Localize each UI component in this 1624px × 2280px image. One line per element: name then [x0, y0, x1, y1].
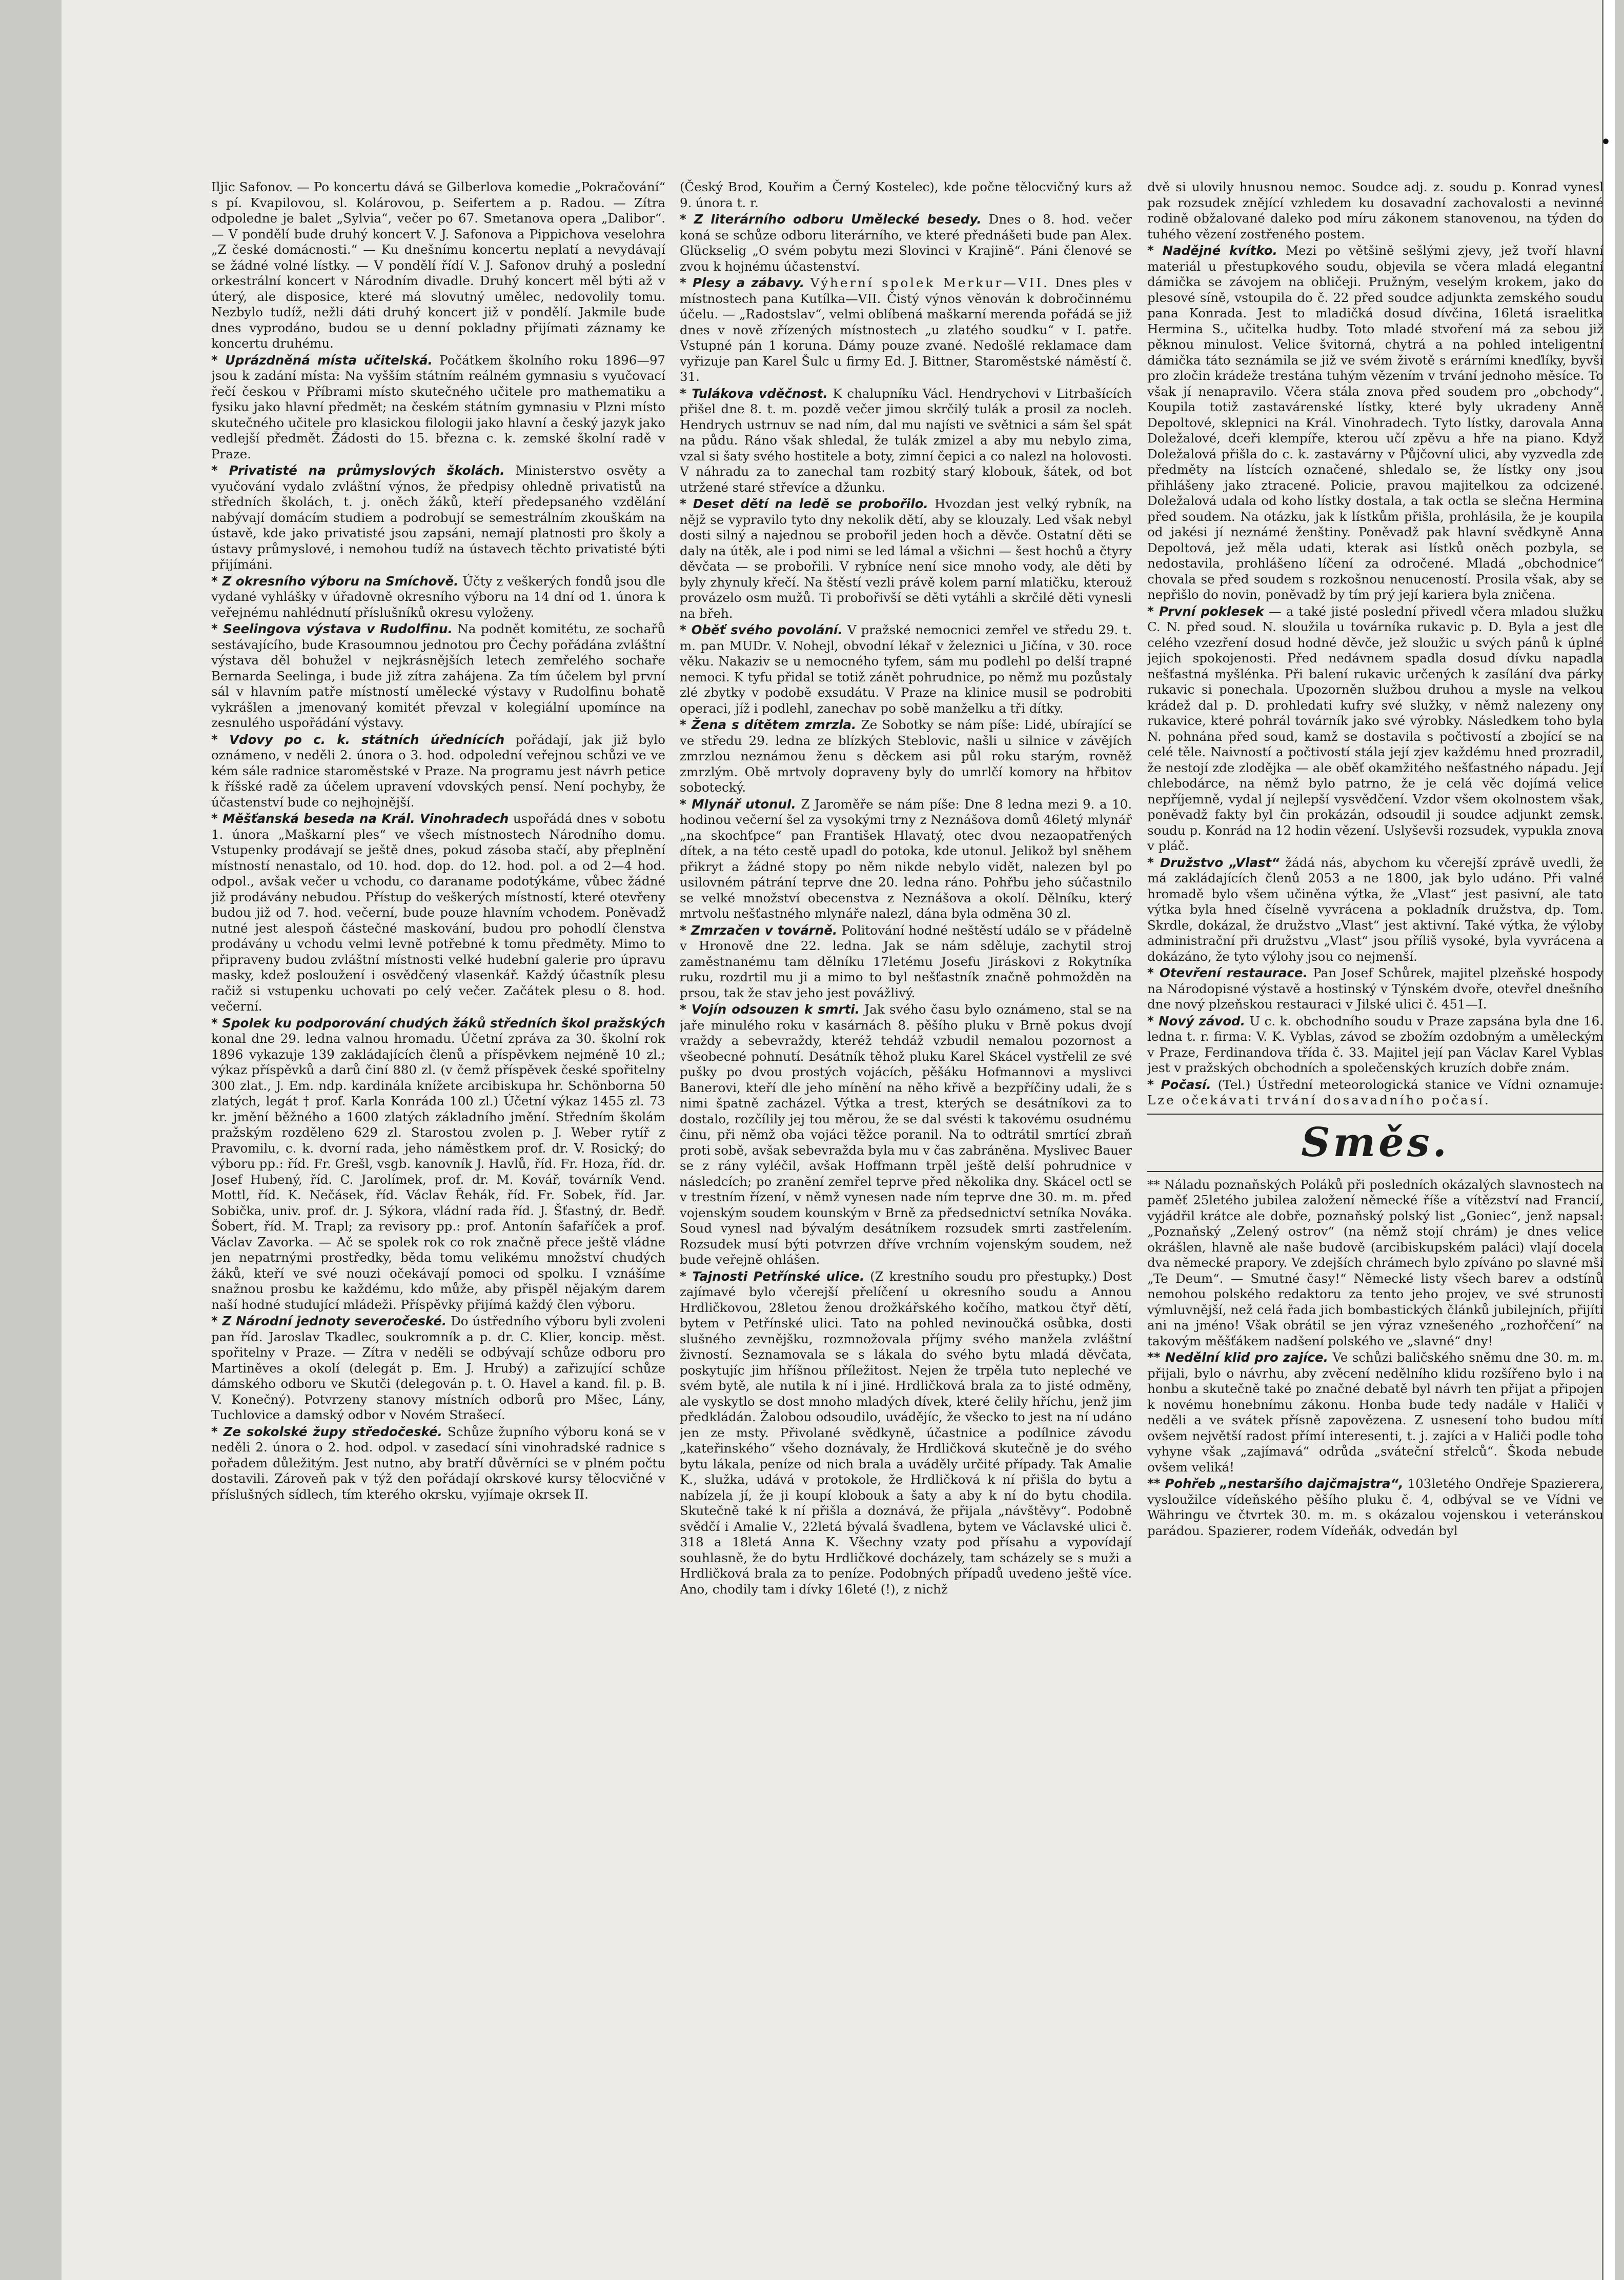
article-subheading: Výherní spolek Merkur—VII.	[810, 275, 1049, 290]
article-heading: * Deset dětí na ledě se probořilo.	[680, 496, 928, 511]
article-body: Pan Josef Schůrek, majitel plzeňské hospody na Národopisné výstavě a hostinský v Týnském dvoře, otevřel dnešního dne nový plzeňskou restauraci v Jilské ulici č. 451—I.	[1147, 965, 1603, 1012]
article-heading: * Seelingova výstava v Rudolfinu.	[211, 621, 453, 636]
article-body: 103letého Ondřeje Spazierera, vysloužilce vídeňského pěšího pluku č. 4, odbýval se ve Vídni ve Währingu ve čtvrtek 30. m. m. s okázalou vojenskou i veteránskou parádou. Spazierer, rodem Vídeňák, odvedán byl	[1147, 1476, 1603, 1538]
section-divider	[1147, 1114, 1603, 1115]
article-body: Dnes ples v místnostech pana Kutílka—VII. Čistý výnos věnován k dobročinnému účelu. — „Radostslav“, velmi oblíbená maškarní merenda pořádá se již dnes v nově zřízených místnostech „u zlatého soudku“ v I. patře. Vstupné pán 1 koruna. Dámy pouze zvané. Nedošlé reklamace dam vyřizuje pan Karel Šulc u firmy Ed. J. Bittner, Staroměstské náměstí č. 31.	[680, 275, 1132, 384]
article-heading: * První poklesek	[1147, 603, 1264, 619]
article-body: Hvozdan jest velký rybník, na nějž se vypravilo tyto dny nekolik dětí, aby se klouzaly. Led však nebyl dosti silný a najednou se probořil jeden hoch a děvče. Ostatní děti se daly na útěk, ale i pod nimi se led lámal a všichni — šest hochů a čtyry děvčata — se probořili. V rybníce není sice mnoho vody, ale děti by byly zhynuly křečí. Na štěstí vezli právě kolem parní mlatičku, kterouž provázelo osm mužů. Ti probořivší se děti vytáhli a skrčilé děti vynesli na břeh.	[680, 496, 1132, 621]
column-3	[1147, 179, 1603, 2179]
article-heading: * Z Národní jednoty severočeské.	[211, 1314, 447, 1328]
article	[680, 923, 1132, 1001]
article	[211, 732, 665, 811]
article-body: U c. k. obchodního soudu v Praze zapsána byla dne 16. ledna t. r. firma: V. K. Vyblas, závod se zbožím ozdobným a uměleckým v Praze, Ferdinandova třída č. 33. Majitel její pan Václav Karel Vyblas jest v pražských obchodních a společenských kruzích dobře znám.	[1147, 1013, 1603, 1075]
article	[680, 496, 1132, 621]
article	[680, 386, 1132, 496]
article-heading: * Zmrzačen v továrně.	[680, 922, 838, 938]
article-body: Do ústředního výboru byli zvoleni pan říd. Jaroslav Tkadlec, soukromník a p. dr. C. Klier, koncip. měst. spořitelny v Praze. — Zítra v neděli se odbývají schůze odboru pro Martiněves a okolí (delegát p. Em. J. Hrubý) a zařizující schůze dámského odboru ve Skutči (delegován p. t. O. Havel a kand. fil. p. B. V. Konečný). Potvrzeny stanovy místních odborů pro Mšec, Lány, Tuchlovice a damský odbor v Novém Strašecí.	[211, 1314, 665, 1422]
section-title: Směs.	[1301, 1119, 1450, 1166]
article-heading: * Z literárního odboru Umělecké besedy.	[680, 212, 982, 227]
article-body: Mezi po většině sešlými zjevy, jež tvoří hlavní materiál u přestupkového soudu, objevila se včera mladá elegantní dámička se závojem na obličeji. Pružným, veselým krokem, jako do plesové síně, vstoupila do č. 22 před soudce adjunkta zemského soudu pana Konrada. Jest to mladičká dosud dívčina, 16letá israelitka Hermina S., učitelka hudby. Toto mladé stvoření má za sebou již pěknou minulost. Velice švitorná, chytrá a na pohled inteligentní dámička táto seznámila se již ve svém životě s erárními kneďlíky, byvši pro zločin krádeže trestána tuhým vězením v trvání jednoho měsíce. To však jí nenapravilo. Včera stála znova před soudem pro „obchody“. Koupila totiž zastavárenské lístky, které byly ukradeny Anně Depoltové, sklepnici na Král. Vinohradech. Tyto lístky, darovala Anna Doležalové, dceři klempíře, kterou učí zpěvu a hře na piano. Když Doležalová přišla do c. k. zastavárny v Půjčovní ulici, aby vyzvedla zde předměty na lístcích označené, shledalo se, že lístky ony jsou přihlášeny jako ztracené. Policie, pravou majitelkou za odcizené. Doležalová udala od koho lístky dostala, a tak octla se slečna Hermina před soudem. Na otázku, jak k lístkům přišla, prohlásila, že je koupila od jakési jí neznámé ženštiny. Poněvadž pak hlavní svědkyně Anna Depoltová, jež měla udati, kterak asi lístků oněch pozbyla, se nedostavila, prohlášeno líčení za odročené. Mladá „obchodnice“ chovala se před soudem s rozkošnou nenuceností. Prosila však, aby se nepřišlo do novin, poněvadž by tím prý její kariera byla zničena.	[1147, 243, 1603, 602]
article-heading: ** Pohřeb „nestaršího dajčmajstra“,	[1147, 1476, 1404, 1491]
article	[1147, 604, 1603, 854]
article-heading: * Otevření restaurace.	[1147, 965, 1308, 980]
article-heading: * Družstvo „Vlast“	[1147, 855, 1280, 870]
article	[680, 622, 1132, 716]
article	[680, 212, 1132, 274]
article	[680, 717, 1132, 796]
article	[1147, 1014, 1603, 1076]
article	[211, 1314, 665, 1423]
article-heading: * Oběť svého povolání.	[680, 622, 843, 637]
article-heading: * Nový závod.	[1147, 1013, 1245, 1028]
article-heading: * Ze sokolské župy středočeské.	[211, 1424, 442, 1439]
article-body: (Z krestního soudu pro přestupky.) Dost zajímavé bylo včerejší přelíčení u okresního soudu a Annou Hrdličkovou, 28letou ženou drožkářského kočího, matkou čtyř dětí, bytem v Petřínské ulici. Tato na pohled nevinoučká osůbka, dosti slušného zevnějšku, rozmnožovala příjmy svého manžela zvláštní živností. Seznamovala se s lákala do svého bytu mladá děvčata, poskytujíc jim hříšnou příležitost. Nejen že trpěla tuto nepleché ve svém bytě, ale nutila k ní i jiné. Hrdličková brala za to jisté odměny, ale vyskytlo se dost mnoho mladých dívek, které čelily hříchu, jenž jim předkládán. Žalobou odsoudilo, uvádějíc, že všecko to jest na ní udáno jen ze msty. Přivolané svědkyně, účastnice a podílnice závodu „kateřinského“ všeho doznávaly, že Hrdličková skutečně je do svého bytu lákala, peníze od nich brala a uváděly určité případy. Tak Amalie K., služka, udává v protokole, že Hrdličková k ní přišla do bytu a nabízela jí, že ji koupí klobouk a šaty a aby k ní do bytu chodila. Skutečně také k ní přišla a doznává, že přijala „návštěvy“. Podobně svědčí i Amalie V., 22letá bývalá švadlena, bytem ve Václavské ulici č. 318 a 18letá Anna K. Všechny vzaty pod přísahu a vypovídají souhlasně, že do bytu Hrdličkové docházely, tam scházely se s muži a Hrdličková brala za to peníze. Podobných případů uvedeno ještě více. Ano, chodily tam i dívky 16leté (!), z nichž	[680, 1268, 1132, 1597]
article-heading: * Tajnosti Petřínské ulice.	[680, 1268, 865, 1284]
article-body: Politování hodné neštěstí událo se v přádelně v Hronově dne 22. ledna. Jak se nám sděluje, zachytil stroj zaměstnanému tam dělníku 17letému Josefu Jiráskovi z Rokytníka ruku, rozdrtil mu ji a mimo to byl nešťastník značně pohmožděn na prsou, tak že stav jeho jest povážlivý.	[680, 922, 1132, 1000]
article-body: V pražské nemocnici zemřel ve středu 29. t. m. pan MUDr. V. Nohejl, obvodní lékař v železnici u Jičína, v 30. roce věku. Nakaziv se u nemocného tyfem, sám mu podlehl po delší trapné nemoci. K tyfu přidal se totiž zánět pohrudnice, po němž mu pozůstaly zlé zbytky v podobě exsudátu. V Praze na klinice musil se podrobiti operaci, jíž i podlehl, zanechav po sobě manželku a tři dítky.	[680, 622, 1132, 716]
article	[1147, 1350, 1603, 1475]
article-paragraph: ** Náladu poznaňských Poláků při posledních okázalých slavnostech na paměť 25letého jubilea založení německé říše a vítězství nad Francií, vyjádřil krátce ale dobře, poznaňský polský list „Goniec“, jenž napsal: „Poznaňský „Zelený ostrov“ (na němž stojí chrám) je dnes velice okrášlen, hlavně ale naše budově (arcibiskupském paláci) vlají docela dva německé prapory. Ve zdejších chrámech bylo zpíváno po slavné mši „Te Deum“. — Smutné časy!“ Německé listy všech barev a odstínů nemohou polského redaktoru za tento jeho projev, ve své strunosti výmluvnější, než celá řada jich bombastických článků jubilejních, přijíti ani na jméno! Však obrátil se jen výraz vznešeného „rozhořčení“ na takovým měšťákem nadšení polského ve „slavné“ dny!	[1147, 1177, 1603, 1348]
article	[211, 1016, 665, 1313]
article-body: K chalupníku Václ. Hendrychovi v Litrbašících přišel dne 8. t. m. pozdě večer jimou skrčilý tulák a prosil za nocleh. Hendrych ustrnuv se nad ním, dal mu najísti ve světnici a sám šel spát na půdu. Ráno však shledal, že tulák zmizel a aby mu nebylo zima, vzal si šaty svého hostitele a boty, zimní čepici a co nalezl na holovosti. V náhradu za to zanechal tam rozbitý starý klobouk, šátek, od bot utržené staré střevíce a džunku.	[680, 386, 1132, 495]
article	[680, 1269, 1132, 1598]
article-heading: * Vojín odsouzen k smrti.	[680, 1002, 860, 1017]
article-paragraph: (Český Brod, Kouřim a Černý Kostelec), kde počne tělocvičný kurs až 9. února t. r.	[680, 179, 1132, 210]
article	[211, 811, 665, 1015]
article-body: pořádají, jak již bylo oznámeno, v neděli 2. února o 3. hod. odpolední veřejnou schůzi ve ve kém sále radnice staroměstské v Praze. Na programu jest návrh petice k říšské radě za účelem upravení vdovských pensí. Není pochyby, že účastenství bude co nejhojnější.	[211, 732, 665, 810]
article-heading: * Měšťanská beseda na Král. Vinohradech	[211, 811, 509, 826]
article	[1147, 1077, 1603, 1108]
article	[680, 1002, 1132, 1268]
article	[1147, 1476, 1603, 1539]
article-heading: * Žena s dítětem zmrzla.	[680, 717, 857, 732]
article-heading: * Nadějné kvítko.	[1147, 243, 1277, 258]
article-heading: ** Nedělní klid pro zajíce.	[1147, 1350, 1328, 1365]
article-heading: * Spolek ku podporování chudých žáků středních škol pražských	[211, 1015, 665, 1031]
article-body: (Tel.) Ústřední meteorologická stanice ve Vídni oznamuje:	[1217, 1077, 1603, 1092]
edge-mark: •	[1600, 133, 1611, 151]
article-body: Dnes o 8. hod. večer koná se schůze odboru literárního, ve které přednášeti bude pan Alex. Glückselig „O svém pobytu mezi Slovinci v Krajině“. Páni členové se zvou k hojnému účastenství.	[680, 212, 1132, 274]
article-heading: * Privatisté na průmyslových školách.	[211, 463, 505, 478]
article	[211, 621, 665, 731]
article-body: Ve schůzi baličského sněmu dne 30. m. m. přijali, bylo o návrhu, aby zvěcení nedělního klidu rozšířeno bylo i na honbu a skutečně také po značné debatě byl návrh ten přijat a připojen k novému honebnímu zákonu. Honba bude tedy nadále v Haliči v neděli a ve svátek přísně zapovězena. Z usnesení toho budou mítí ovšem největší radost přímí interesenti, t. j. zajíci a v Haliči podle toho vyhyne však „zajímavá“ odrůda „sváteční střelců“. Škoda nebude ovšem veliká!	[1147, 1350, 1603, 1475]
weather-forecast: Lze očekávati trvání dosavadního počasí.	[1147, 1093, 1491, 1107]
article-body: Ministerstvo osvěty a vyučování vydalo zvláštní výnos, že předpisy ohledně privatistů na středních školách, t. j. oněch žáků, kteří předepsaného vzdělání nabývají domácím studiem a podrobují se semestrálním zkouškám na ústavě, kde jako privatisté jsou zapsáni, nemají platnosti pro školy a ústavy průmyslové, i nemohou tudíž na ústavech těchto privatisté býti přijímáni.	[211, 463, 665, 572]
article	[1147, 855, 1603, 965]
article-heading: * Uprázdněná místa učitelská.	[211, 352, 433, 368]
article-body: Na podnět komitétu, ze sochařů sestávajícího, bude Krasoumnou jednotou pro Čechy pořádána zvláštní výstava děl bohužel v nejkrásnějších letech zemřelého sochaře Bernarda Seelinga, i bude již zítra zahájena. Za tím účelem byl první sál v hlavním patře místností umělecké výstavy v Rudolfinu bohatě vykrášlen a jmenovaný komitét převzal v kolegiální upomínce na zesnulého uspořádání výstavy.	[211, 621, 665, 730]
article-heading: * Tulákova vděčnost.	[680, 386, 828, 401]
article-body: Ze Sobotky se nám píše: Lidé, ubírající se ve středu 29. ledna ze blízkých Steblovic, našli u silnice v závějích zmrzlou neznámou ženu s děckem asi půl roku starým, rovněž zmrzlým. Obě mrtvoly dopraveny byly do umrlčí komory na hřbitov sobotecký.	[680, 717, 1132, 795]
article-body: — a také jisté poslední přivedl včera mladou služku C. N. před soud. N. sloužila u továrníka rukavic p. D. Byla a jest dle celého vzezření dosud hodné děvče, jež sloužic u svých pánů k úplné jejich spokojenosti. Před nedávnem spadla dosud dívku napadla nešťastná myšlénka. Při balení rukavic určených k zasílání dva párky rukavic si ponechala. Upozorněn službou druhou a mysle na velkou krádež dal p. D. prohledati kufry své služky, v němž nalezeny ony rukavice, které pohrál továrník jako své výrobky. Následkem toho byla N. pohnána před soud, kamž se dostavila s počtivostí a zbojící se na celé těle. Naivností a počtivostí stála její zjev každému hned prozradil, že nestojí zde zlodějka — ale oběť okamžitého nešťastného nápadu. Její chlebodárce, na němž bylo patrno, že je celá věc dojímá velice nepříjemně, vydal jí nejlepší vysvědčení. Vzdor všem okolnostem však, poněvadž fakty byl čin prokázán, odsoudil ji soudce adjunkt zemsk. soudu p. Konrád na 12 hodin vězení. Uslyševši rozsudek, vypukla znova v pláč.	[1147, 603, 1603, 853]
article-body: Schůze župního výboru koná se v neděli 2. února o 2. hod. odpol. v zasedací síni vinohradské radnice s pořadem důležitým. Jest nutno, aby bratří důvěrníci se v plném počtu dostavili. Zároveň pak v týž den pořádají okrskové kursy tělocvičné v příslušných sídlech, tím kterého okrsku, vyjímaje okrsek II.	[211, 1424, 665, 1502]
article-heading: * Počasí.	[1147, 1077, 1211, 1092]
column-1	[211, 179, 665, 2179]
article-heading: * Mlynář utonul.	[680, 796, 796, 812]
article-heading: * Plesy a zábavy.	[680, 275, 805, 290]
section-divider	[1147, 1171, 1603, 1172]
column-2	[680, 179, 1132, 2179]
article	[211, 574, 665, 621]
article	[1147, 965, 1603, 1013]
article-body: Z Jaroměře se nám píše: Dne 8 ledna mezi 9. a 10. hodinou večerní šel za vysokými trny z Neznášova domů 46letý mlynář „na skochťpce“ pan František Hlavatý, otec dvou nezaopatřených dítek, a na této cestě upadl do potoka, kde utonul. Jelikož byl sněhem přikryt a žádné stopy po něm nikde nebylo vidět, nalezen byl po usilovném pátrání teprve dne 20. ledna ráno. Pohřbu jeho súčastnilo se velké množství obecenstva z Neznášova a okolí. Dělníku, který mrtvolu nešťastného mlynáře nalezl, dána byla odměna 30 zl.	[680, 796, 1132, 921]
article-body: Jak svého času bylo oznámeno, stal se na jaře minulého roku v kasárnách 8. pěšího pluku v Brně pokus dvojí vraždy a sebevraždy, kteréž tehdáž vzbudil nemalou pozornost a všeobecné pohnutí. Desátník těhož pluku Karel Skácel vystřelil ze své pušky po dvou prostých vojácích, pěšáku Hofmannovi a myslivci Banerovi, kteří dle jeho mínění na něho křivě a bezpříčiny udali, že s nimi špatně zacházel. Výtka a trest, kterých se desátníkovi za to dostalo, rozčílily jej tou měrou, že se dal svésti k takovému osudnému činu, při němž oba vojáci těžce poranil. Na to odtrátil smrtící zbraň proti sobě, avšak sebevražda byla mu v čas zabráněna. Myslivec Bauer se z rány vyléčil, avšak Hoffmann trpěl ještě delší pohrudnice v následcích; po zranění zemřel teprve před několika dny. Skácel octl se v trestním řízení, v němž vynesen nade ním teprve dne 30. m. m. před vojenským soudem kounským v Brně za předsednictví setníka Nováka. Soud vynesl nad bývalým desátníkem rozsudek smrti zastřelením. Rozsudek musí býti potvrzen dříve vrchním vojenským soudem, než bude veřejně ohlášen.	[680, 1002, 1132, 1267]
article-body: Účty z veškerých fondů jsou dle vydané vyhlášky v úřadovně okresního výboru na 14 dní od 1. února k veřejnému nahlédnutí příslušníků okresu vyloženy.	[211, 573, 665, 620]
article	[211, 1424, 665, 1503]
article-body: konal dne 29. ledna valnou hromadu. Účetní zpráva za 30. školní rok 1896 vykazuje 139 zakládajících členů a příspěvkem nejméně 10 zl.; výkaz příspěvků a darů činí 880 zl. (v čemž příspěvek české spořitelny 300 zlat., J. Em. ndp. kardinála knížete arcibiskupa hr. Schönborna 50 zlatých, legát † prof. Karla Konráda 100 zl.) Účetní výkaz 1455 zl. 73 kr. jmění běžného a 1600 zlatých základního jmění. Středním školám pražským rozděleno 629 zl. Starostou zvolen p. J. Weber rytíř z Pravomilu, c. k. dvorní rada, jeho náměstkem prof. dr. V. Rosický; do výboru pp.: říd. Fr. Grešl, vsgb. kanovník J. Havlů, říd. Fr. Hoza, říd. dr. Josef Hubený, říd. C. Jarolímek, prof. dr. M. Kovář, továrník Vend. Mottl, říd. K. Nečásek, říd. Václav Řehák, říd. Fr. Sobek, říd. Jar. Sobička, univ. prof. dr. J. Sýkora, vládní rada říd. J. Šťastný, dr. Bedř. Šobert, říd. M. Trapl; za revisory pp.: prof. Antonín šafaříček a prof. Václav Zavorka. — Ač se spolek rok co rok značně přece ještě vládne jen nepatrnými prostředky, běda tomu velikému množství chudých žáků, kteří ve své nouzi očekávají pomoci od spolku. I vznášíme snažnou prosbu ke každému, kdo může, aby přispěl nějakým darem naší hodné studující mládeži. Příspěvky přijímá každý člen výboru.	[211, 1031, 665, 1312]
article	[680, 797, 1132, 922]
article-paragraph: Iljic Safonov. — Po koncertu dává se Gilberlova komedie „Pokračování“ s pí. Kvapilovou, sl. Kolárovou, p. Seifertem a p. Radou. — Zítra odpoledne je balet „Sylvia“, večer po 67. Smetanova opera „Dalibor“. — V pondělí bude druhý koncert V. J. Safonova a Pippichova veselohra „Z české domácnosti.“ — Ku dnešnímu koncertu neplatí a nevydávají se žádné volné lístky. — V pondělí řídí V. J. Safonov druhý a poslední orkestrální koncert v Národním divadle. Druhý koncert měl býti až v úterý, ale disposice, které má slovutný umělec, nedovolily tomu. Nezbylo tudíž, nežli dáti druhý koncert již v pondělí. Jakmile bude dnes vyprodáno, budou se u denní pokladny přijímati záznamy ke koncertu druhému.	[211, 179, 665, 351]
article	[680, 275, 1132, 385]
scan-edge	[1602, 0, 1615, 2280]
article-body: žádá nás, abychom ku včerejší zprávě uvedli, že má zakládajících členů 2053 a ne 1800, jak bylo udáno. Při valné hromadě bylo všem učiněna výtka, že „Vlast“ jest pasivní, ale tato výtka byla hned číselně vyvrácena a pokladník družstva, dp. Tom. Skrdle, dokázal, že družstvo „Vlast“ jest aktivní. Také výtka, že výloby administrační při družstvu „Vlast“ jsou příliš vysoké, byla vyvrácena a dokázáno, že tyto výlohy jsou co nejmenší.	[1147, 855, 1603, 964]
article	[211, 353, 665, 462]
article-heading: * Vdovy po c. k. státních úřednících	[211, 732, 505, 747]
article	[1147, 243, 1603, 603]
article-heading: * Z okresního výboru na Smíchově.	[211, 573, 459, 589]
article-paragraph: dvě si ulovily hnusnou nemoc. Soudce adj. z. soudu p. Konrad vynesl pak rozsudek znějící vzhledem ku dosavadní zachovalosti a nevinné rodině obžalované daleko pod míru zákonem stanovenou, na týden do tuhého vězení zostřeného postem.	[1147, 179, 1603, 241]
article-body: uspořádá dnes v sobotu 1. února „Maškarní ples“ ve všech místnostech Národního domu. Vstupenky prodávají se ještě dnes, pokud zásoba stačí, aby přeplnění místností nenastalo, od 10. hod. dop. do 12. hod. pol. a od 2—4 hod. odpol., avšak večer u vchodu, co daraname podotýkáme, vůbec žádné již prodávány nebudou. Přístup do veškerých místností, které otevřeny budou již od 7. hod. večerní, bude pouze hlavním vchodem. Poněvadž nutné jest alespoň částečné maskování, budou pro pohodlí členstva prodávány u vchodu velmi levně potřebné k tomu předměty. Mimo to připraveny budou zvláštní místnosti velké hudební galerie pro úpravu masky, kdež posloužení i osvědčený vlasenkář. Každý účastník plesu račiž si vstupenku uchovati po celý večer. Začátek plesu o 8. hod. večerní.	[211, 811, 665, 1014]
article-body: Počátkem školního roku 1896—97 jsou k zadání místa: Na vyšším státním reálném gymnasiu s vyučovací řečí českou v Příbrami místo skutečného učitele pro mathematiku a fysiku jako hlavní předmět; na českém státním gymnasiu v Plzni místo skutečného učitele pro klasickou filologii jako hlavní a český jazyk jako vedlejší předmět. Žádosti do 15. března c. k. zemské školní radě v Praze.	[211, 352, 665, 461]
article	[211, 463, 665, 573]
